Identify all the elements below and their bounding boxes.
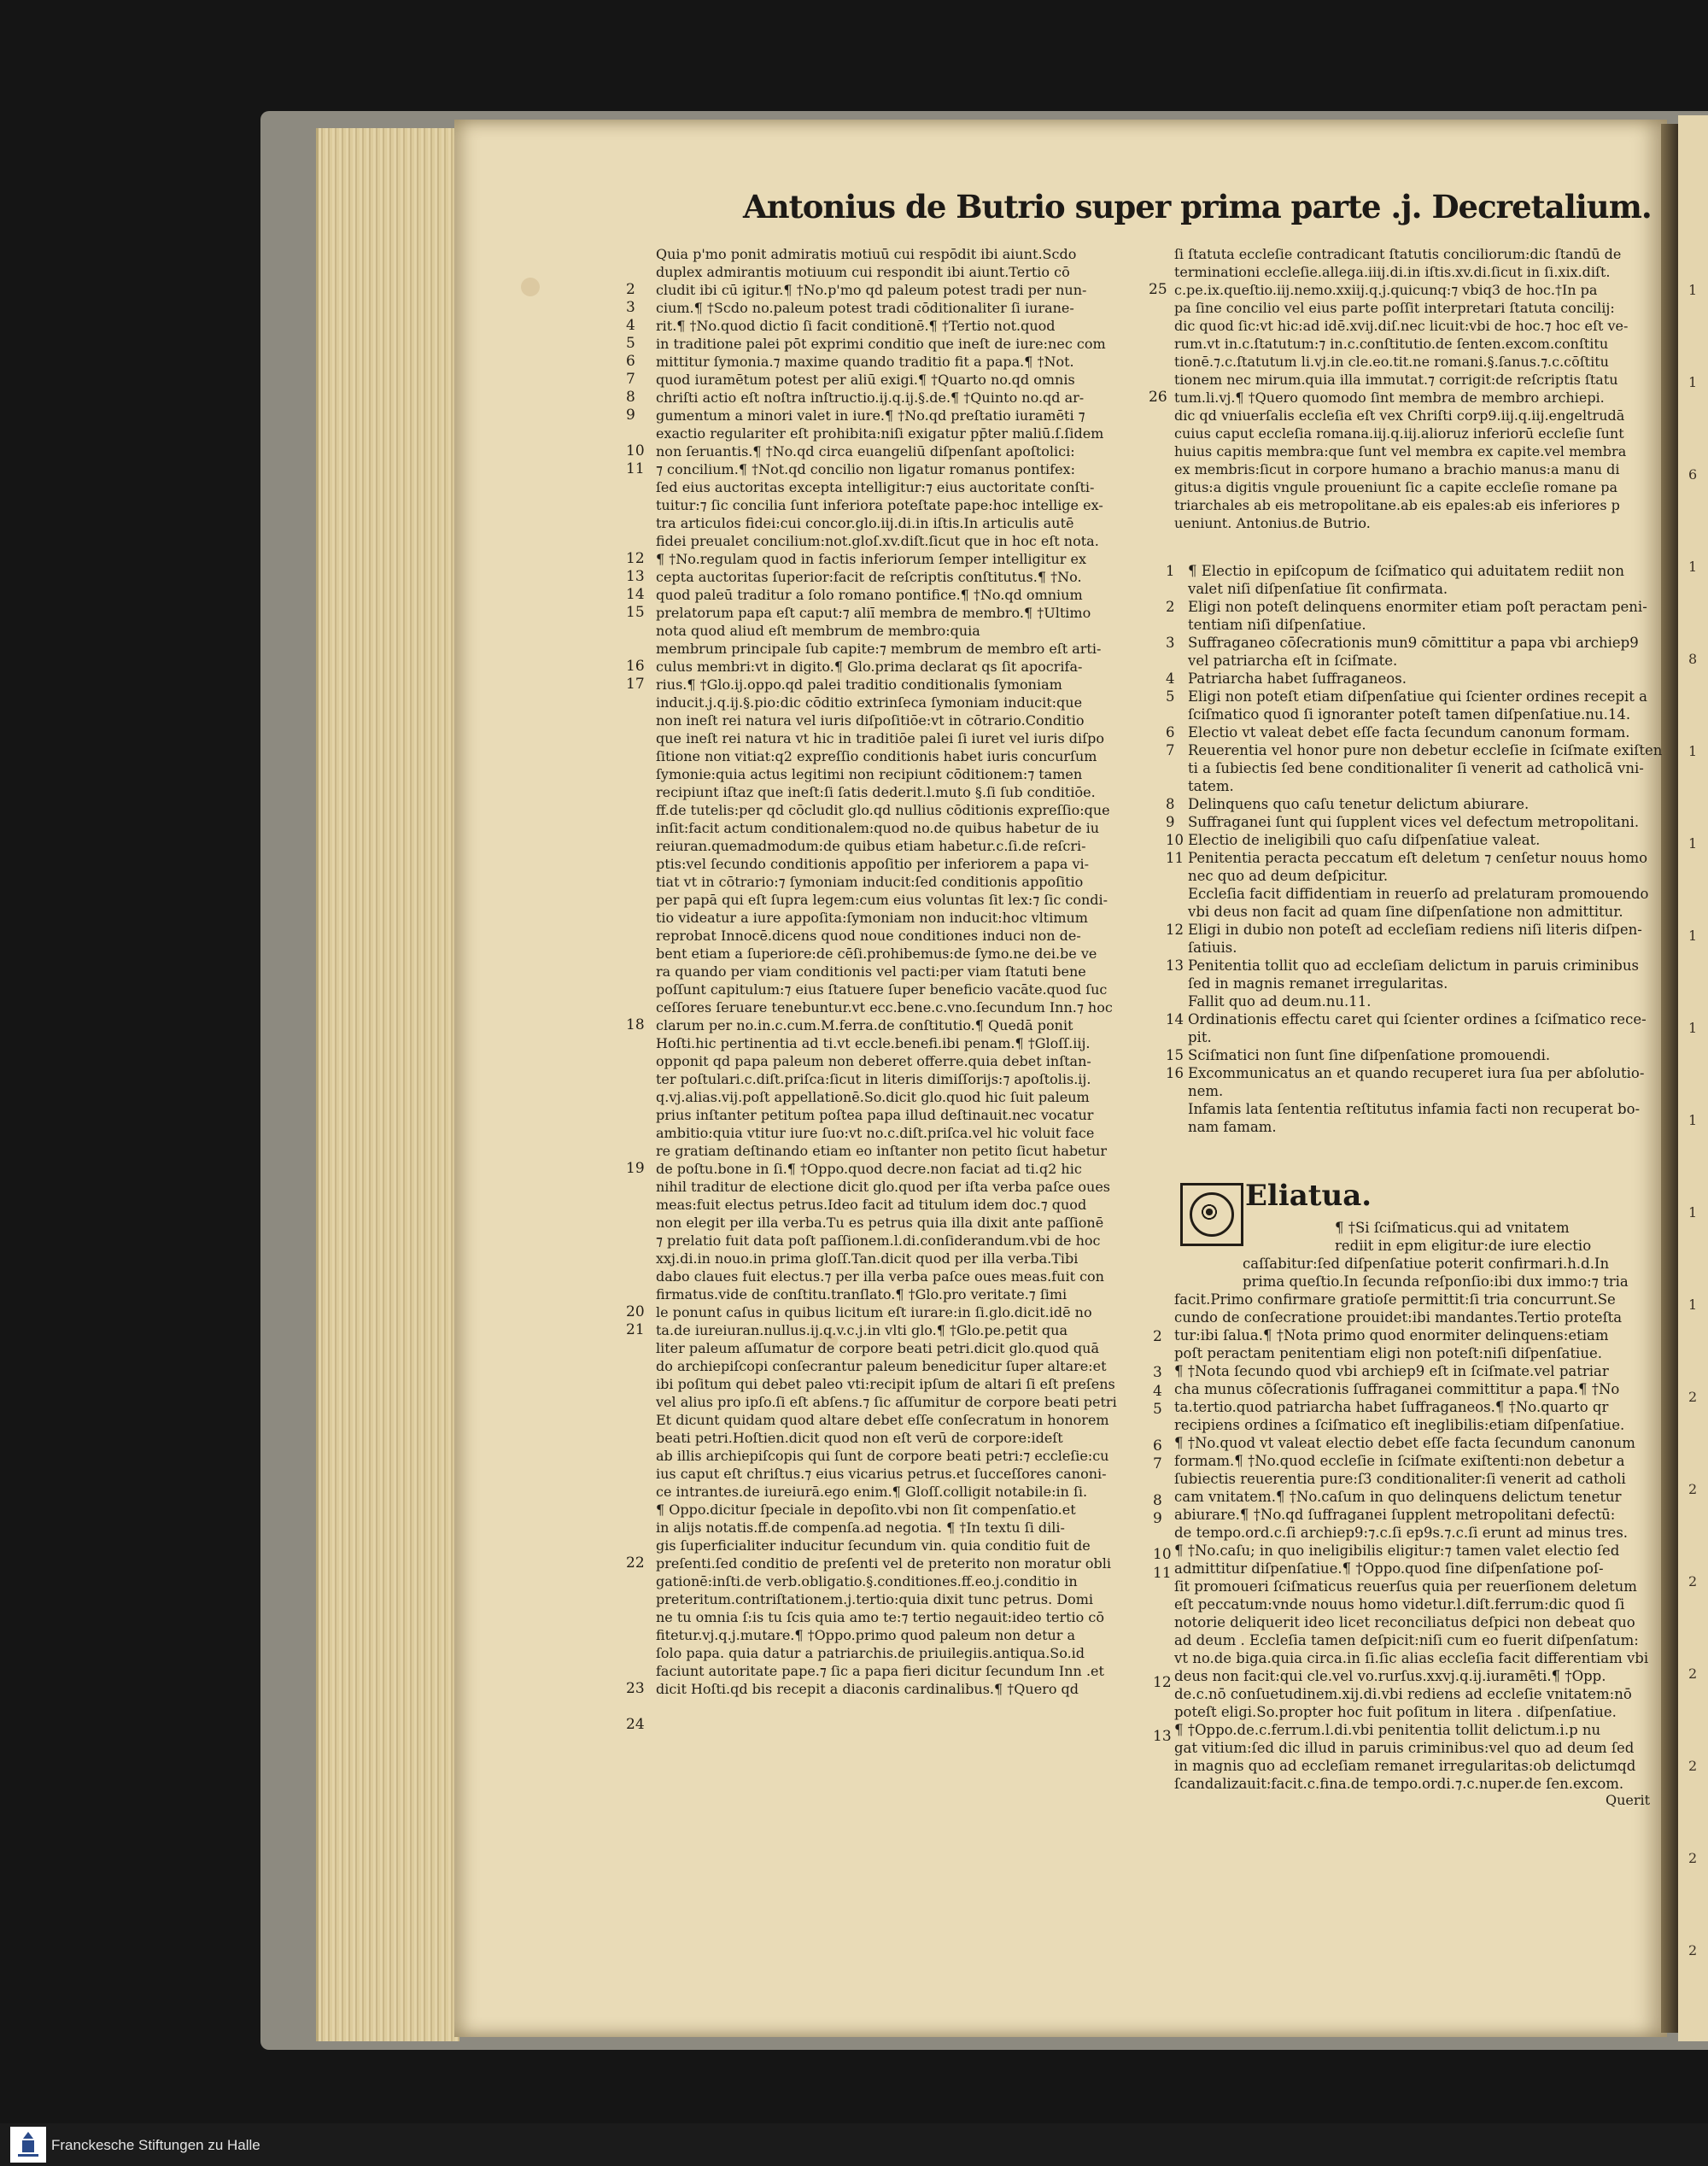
- page-block-edge: [316, 128, 459, 2041]
- text-line: ce intrantes.de iureiurā.ego enim.¶ Gloſſ.colligit notabile:in ſi.: [656, 1484, 1088, 1500]
- text-line: inſit:facit actum conditionalem:quod no.de quibus habetur de iu: [656, 820, 1100, 836]
- text-line: nota quod aliud eſt membrum de membro:quia: [656, 623, 980, 639]
- commentary-line: poteſt eligi.So.propter hoc fuit poſitum in litera . diſpenſatiue.: [1174, 1704, 1617, 1720]
- catchword: Querit: [1606, 1792, 1651, 1808]
- text-line: chriſti actio eſt noſtra inſtructio.ij.q.ij.§.de.¶ †Quinto no.qd ar-: [656, 389, 1085, 406]
- right-text-column-top: [1174, 245, 1644, 532]
- commentary-line: eſt peccatum:vnde nouus homo videtur.l.diſt.ferrum:dic quod ſi: [1174, 1596, 1625, 1613]
- text-line: gumentum a minori valet in iure.¶ †No.qd preſtatio iuramēti ⁊: [656, 407, 1085, 424]
- margin-number: 17: [626, 676, 645, 693]
- summary-text: Delinquens quo caſu tenetur delictum abiurare.: [1188, 796, 1530, 812]
- text-line: nihil traditur de electione dicit glo.quod per iſta verba paſce oues: [656, 1179, 1110, 1195]
- commentary-line: rediit in epm eligitur:de iure electio: [1335, 1238, 1592, 1254]
- summary-number: 10: [1166, 832, 1184, 848]
- summary-number: 8: [1166, 796, 1175, 812]
- paper-stain: [521, 278, 540, 296]
- facing-page-fragment: 1: [1688, 1297, 1698, 1313]
- margin-number: 16: [626, 658, 645, 675]
- summary-continuation: ſed in magnis remanet irregularitas.: [1188, 975, 1448, 992]
- margin-number: 7: [626, 371, 635, 388]
- summary-number: 15: [1166, 1047, 1184, 1063]
- summary-item: [1166, 1064, 1652, 1082]
- text-line: vel alius pro ipſo.ſi eſt abſens.⁊ ſic aſſumitur de corpore beati petri: [656, 1394, 1117, 1410]
- text-line: ⁊ concilium.¶ †Not.qd concilio non ligatur romanus pontifex:: [656, 461, 1075, 477]
- summary-item: [1166, 670, 1652, 688]
- commentary-line: ta.tertio.quod patriarcha habet ſuffraganeos.¶ †No.quarto qr: [1174, 1399, 1609, 1415]
- text-line: prelatorum papa eſt caput:⁊ aliī membra de membro.¶ †Ultimo: [656, 605, 1091, 621]
- text-line: duplex admirantis motiuum cui respondit ibi aiunt.Tertio cō: [656, 264, 1070, 280]
- text-line: dic qd vniuerſalis eccleſia eſt vex Chriſti corp9.iij.q.iij.engeltrudā: [1174, 407, 1625, 424]
- incipit-heading: Eliatua.: [1245, 1179, 1372, 1213]
- summary-item: [1166, 1046, 1652, 1064]
- margin-number: 22: [626, 1554, 645, 1572]
- text-line: tiat vt in cōtrario:⁊ ſymoniam inducit:ſed conditionis appoſitio: [656, 874, 1084, 890]
- facing-page-fragment: 2: [1688, 1481, 1698, 1497]
- margin-number: 18: [626, 1016, 645, 1033]
- facing-page-fragment: 1: [1688, 743, 1698, 759]
- margin-number: 14: [626, 586, 645, 603]
- text-line: ceſſores ſeruare tenebuntur.vt ecc.bene.c.vno.ſecundum Inn.⁊ hoc: [656, 999, 1113, 1016]
- text-line: fitetur.vj.q.j.mutare.¶ †Oppo.primo quod paleum non detur a: [656, 1627, 1076, 1643]
- summary-number: 14: [1166, 1011, 1184, 1027]
- text-line: gitus:a digitis vngule proueniunt ſic a capite eccleſie romane pa: [1174, 479, 1618, 495]
- text-line: reiuran.quemadmodum:de quibus etiam habetur.c.ſi.de reſcri-: [656, 838, 1086, 854]
- margin-number: 10: [1153, 1546, 1172, 1564]
- commentary-line: poſt peractam penitentiam eligi non poteſt:niſi diſpenſatiue.: [1174, 1345, 1602, 1361]
- commentary-line: ad deum . Eccleſia tamen deſpicit:niſi cum eo fuerit diſpenſatum:: [1174, 1632, 1639, 1648]
- text-line: bent etiam a ſuperiore:de cēſi.prohibemus:de ſymo.ne dei.be ve: [656, 945, 1097, 962]
- footer-label: Franckesche Stiftungen zu Halle: [51, 2137, 260, 2153]
- summary-text: Electio de ineligibili quo caſu diſpenſatiue valeat.: [1188, 832, 1541, 848]
- margin-number: 12: [1153, 1673, 1172, 1691]
- summary-text: Ordinationis effectu caret qui ſcienter ordines a ſciſmatico rece-: [1188, 1011, 1647, 1027]
- text-line: ſed eius auctoritas excepta intelligitur:⁊ eius auctoritate conſti-: [656, 479, 1095, 495]
- text-line: ter poſtulari.c.diſt.priſca:ſicut in literis dimiſſorijs:⁊ apoſtolis.ij.: [656, 1071, 1091, 1087]
- text-line: faciunt autoritate pape.⁊ ſic a papa fieri dicitur ſecundum Inn .et: [656, 1663, 1104, 1679]
- text-line: ne tu omnia ſ:is tu ſcis quia amo te:⁊ tertio negauit:ideo tertio cō: [656, 1609, 1104, 1625]
- text-line: exactio regulariter eſt prohibita:niſi exigatur pp̄ter maliū.ſ.ſidem: [656, 425, 1104, 442]
- text-line: opponit qd papa paleum non deberet offerre.quia debet inſtan-: [656, 1053, 1091, 1069]
- text-line: ibi poſitum qui debet paleo vti:recipit ipſum de altari ſi eſt preſens: [656, 1376, 1115, 1392]
- text-line: rit.¶ †No.quod dictio ſi facit conditionē.¶ †Tertio not.quod: [656, 318, 1056, 334]
- summary-text: ¶ Electio in epiſcopum de ſciſmatico qui aduitatem rediit non: [1188, 563, 1624, 579]
- text-line: ex membris:ſicut in corpore humano a brachio manus:a manu di: [1174, 461, 1620, 477]
- commentary-line: de.c.nō conſuetudinem.xij.di.vbi rediens ad eccleſie vnitatem:nō: [1174, 1686, 1632, 1702]
- commentary-line: tur:ibi ſalua.¶ †Nota primo quod enormiter delinquens:etiam: [1174, 1327, 1609, 1344]
- summary-text: Suffraganei ſunt qui ſupplent vices vel defectum metropolitani.: [1188, 814, 1640, 830]
- text-line: ab illis archiepiſcopis qui ſunt de corpore beati petri:⁊ eccleſie:cu: [656, 1448, 1109, 1464]
- text-line: gis ſuperficialiter inducitur ſecundum vin. quia conditio fuit de: [656, 1537, 1091, 1554]
- text-line: prius inſtanter petitum poſtea papa illud deſtinauit.nec vocatur: [656, 1107, 1094, 1123]
- summary-number: 7: [1166, 742, 1175, 758]
- text-line: do archiepiſcopi conſecrantur paleum benedicitur ſuper altare:et: [656, 1358, 1107, 1374]
- margin-number: 8: [1153, 1491, 1162, 1509]
- text-line: q.vj.alias.vij.poſt appellationē.So.dicit glo.quod hic ſuit paleum: [656, 1089, 1090, 1105]
- commentary-line: ſubiectis reuerentia pure:ſ3 conditionaliter:ſi venerit ad catholi: [1174, 1471, 1626, 1487]
- margin-number: 4: [1153, 1382, 1162, 1400]
- summary-number: 13: [1166, 957, 1184, 974]
- commentary-line: recipiens ordines a ſciſmatico eſt ineglibilis:etiam diſpenſatiue.: [1174, 1417, 1625, 1433]
- summary-number: 9: [1166, 814, 1175, 830]
- text-line: tuitur:⁊ ſic concilia ſunt inferiora poteſtate pape:hoc intellige ex-: [656, 497, 1103, 513]
- summary-text: Suffraganeo cōſecrationis mun9 cōmittitur a papa vbi archiep9: [1188, 635, 1639, 651]
- commentary-line: ¶ †No.caſu; in quo ineligibilis eligitur:⁊ tamen valet electio ſed: [1174, 1543, 1620, 1559]
- commentary-line: prima queſtio.In ſecunda reſponſio:ibi dux immo:⁊ tria: [1243, 1273, 1629, 1290]
- text-line: culus membri:vt in digito.¶ Glo.prima declarat qs ſit apocrifa-: [656, 659, 1083, 675]
- book-gutter: [1661, 124, 1678, 2033]
- summary-text: Sciſmatici non ſunt ſine diſpenſatione promouendi.: [1188, 1047, 1551, 1063]
- text-line: ra quando per viam conditionis vel pacti:per viam ſtatuti bene: [656, 963, 1086, 980]
- summary-text: Patriarcha habet ſuffraganeos.: [1188, 670, 1407, 687]
- text-line: ff.de tutelis:per qd cōcludit glo.qd nullius cōditionis expreſſio:que: [656, 802, 1110, 818]
- summary-continuation: Fallit quo ad deum.nu.11.: [1188, 993, 1372, 1010]
- text-line: huius capitis membra:que ſunt vel membra ex capite.vel membra: [1174, 443, 1627, 460]
- facing-page-fragment: 2: [1688, 1665, 1698, 1682]
- text-line: cium.¶ †Scdo no.paleum potest tradi cōditionaliter ſi iurane-: [656, 300, 1074, 316]
- summary-number: 5: [1166, 688, 1175, 705]
- summary-continuation: ſatiuis.: [1188, 940, 1237, 956]
- text-line: ſymonie:quia actus legitimi non recipiunt cōditionem:⁊ tamen: [656, 766, 1083, 782]
- text-line: in alijs notatis.ff.de compenſa.ad negotia. ¶ †In textu ſi dili-: [656, 1519, 1065, 1536]
- text-line: re gratiam deſtinando etiam eo inſtanter non petito ſicut habetur: [656, 1143, 1108, 1159]
- text-line: pa ſine concilio vel eius parte poſſit interpretari ſtatuta concilij:: [1174, 300, 1615, 316]
- text-line: liter paleum aſſumatur de corpore beati petri.dicit glo.quod quā: [656, 1340, 1099, 1356]
- commentary-line: de tempo.ord.c.ſi archiep9:⁊.c.ſi ep9s.⁊.c.ſi erunt ad minus tres.: [1174, 1525, 1629, 1541]
- summary-continuation: tentiam niſi diſpenſatiue.: [1188, 617, 1366, 633]
- commentary-line: notorie deliquerit ideo licet reconciliatus deſpici non debeat quo: [1174, 1614, 1635, 1630]
- text-line: xxj.di.in nouo.in prima gloſſ.Tan.dicit quod per illa verba.Tibi: [656, 1250, 1079, 1267]
- summary-item: [1166, 598, 1652, 616]
- summary-text: Electio vt valeat debet eſſe facta ſecundum canonum formam.: [1188, 724, 1630, 741]
- text-line: ambitio:quia vtitur iure ſuo:vt no.c.diſt.priſca.vel hic voluit face: [656, 1125, 1095, 1141]
- summary-item: [1166, 849, 1652, 867]
- text-line: inducit.j.q.ij.§.pio:dic cōditio extrinſeca ſymoniam inducit:que: [656, 694, 1083, 711]
- margin-number: 23: [626, 1680, 645, 1697]
- summary-continuation: nem.: [1188, 1083, 1224, 1099]
- margin-number: 6: [626, 353, 635, 370]
- summary-number: 2: [1166, 599, 1175, 615]
- text-line: dicit Hoſti.qd bis recepit a diaconis cardinalibus.¶ †Quero qd: [656, 1681, 1079, 1697]
- text-line: que ineſt rei natura vt hic in traditiōe palei ſi iuret vel iuris diſpo: [656, 730, 1104, 746]
- summary-list: [1166, 562, 1663, 1136]
- commentary-line: ſcandalizauit:facit.c.fina.de tempo.ordi.⁊.c.nuper.de ſen.excom.: [1174, 1776, 1624, 1792]
- summary-text: Eligi non poteſt etiam diſpenſatiue qui ſcienter ordines recepit a: [1188, 688, 1648, 705]
- margin-number: 8: [626, 389, 635, 406]
- summary-continuation: nam famam.: [1188, 1119, 1277, 1135]
- text-line: meas:fuit electus petrus.Ideo facit ad titulum idem doc.⁊ quod: [656, 1197, 1087, 1213]
- text-line: terminationi eccleſie.allega.iiij.di.in iſtis.xv.di.ſicut in ſi.xix.diſt.: [1174, 264, 1611, 280]
- margin-number: 25: [1149, 281, 1167, 298]
- text-line: firmatus.vide de conſtitu.tranſlato.¶ †Glo.pro veritate.⁊ ſimi: [656, 1286, 1068, 1303]
- margin-number: 11: [626, 460, 645, 477]
- text-line: Et dicunt quidam quod altare debet eſſe conſecratum in honorem: [656, 1412, 1109, 1428]
- text-line: ¶ †No.regulam quod in factis inferiorum ſemper intelligitur ex: [656, 551, 1086, 567]
- summary-item: [1166, 723, 1652, 741]
- facing-page-fragment: 2: [1688, 1573, 1698, 1589]
- summary-item: [1166, 795, 1652, 813]
- summary-number: 6: [1166, 724, 1175, 741]
- summary-text: Reuerentia vel honor pure non debetur eccleſie in ſciſmate exiſten: [1188, 742, 1663, 758]
- margin-number: 21: [626, 1321, 645, 1338]
- text-line: cepta auctoritas ſuperior:facit de reſcriptis conſtitutus.¶ †No.: [656, 569, 1082, 585]
- text-line: fidei preualet concilium:not.gloſ.xv.diſt.ſicut que in hoc eſt nota.: [656, 533, 1099, 549]
- commentary-line: abiurare.¶ †No.qd ſuffraganei ſupplent metropolitani defectū:: [1174, 1507, 1616, 1523]
- commentary-line: cha munus cōſecrationis ſuffraganei committitur a papa.¶ †No: [1174, 1381, 1620, 1397]
- text-line: non elegit per illa verba.Tu es petrus quia illa dixit ante paſſionē: [656, 1215, 1104, 1231]
- text-line: gationē:inſti.de verb.obligatio.§.conditiones.ff.eo.j.conditio in: [656, 1573, 1078, 1589]
- commentary-line: cam vnitatem.¶ †No.caſum in quo delinquens delictum tenetur: [1174, 1489, 1622, 1505]
- facing-page-fragment: 6: [1688, 466, 1698, 483]
- commentary-line: deus non facit:qui cle.vel vo.rurſus.xxvj.q.ij.iuramēti.¶ †Opp.: [1174, 1668, 1606, 1684]
- facing-page-fragment: 1: [1688, 374, 1698, 390]
- text-line: ptis:vel ſecundo conditionis appoſitio per inferiorem a papa vi-: [656, 856, 1090, 872]
- text-line: cuius caput eccleſia romana.iij.q.iij.alioruz inferiorū eccleſie ſunt: [1174, 425, 1624, 442]
- text-line: ueniunt. Antonius.de Butrio.: [1174, 515, 1371, 531]
- text-line: tra articulos fidei:cui concor.glo.iij.di.in iſtis.In articulis autē: [656, 515, 1074, 531]
- text-line: per papā qui eſt ſupra legem:cum eius voluntas ſit lex:⁊ ſic condi-: [656, 892, 1108, 908]
- text-line: quod iuramētum potest per aliū exigi.¶ †Quarto no.qd omnis: [656, 372, 1075, 388]
- margin-number: 11: [1153, 1564, 1172, 1582]
- summary-item: [1166, 1010, 1652, 1028]
- summary-continuation: vbi deus non facit ad quam ſine diſpenſatione non admittitur.: [1188, 904, 1623, 920]
- summary-text: Eligi non poteſt delinquens enormiter etiam poſt peractam peni-: [1188, 599, 1647, 615]
- summary-number: 3: [1166, 635, 1175, 651]
- summary-continuation: Eccleſia facit diffidentiam in reuerſo ad prelaturam promouendo: [1188, 886, 1649, 902]
- text-line: reprobat Innocē.dicens quod noue conditiones induci non de-: [656, 928, 1081, 944]
- margin-number: 19: [626, 1160, 645, 1177]
- margin-number: 10: [626, 442, 645, 460]
- summary-item: [1166, 957, 1652, 975]
- text-line: non ineſt rei natura vel iuris diſpoſitiōe:vt in cōtrario.Conditio: [656, 712, 1085, 729]
- text-line: ⁊ prelatio fuit data poſt paſſionem.l.di.conſiderandum.vbi de hoc: [656, 1232, 1101, 1249]
- text-line: ta.de iureiuran.nullus.ij.q.v.c.j.in vlti glo.¶ †Glo.pe.petit qua: [656, 1322, 1068, 1338]
- margin-number: 12: [626, 550, 645, 567]
- commentary-line: ſit promoueri ſciſmaticus reuerſus quia per reuerſionem deletum: [1174, 1578, 1637, 1595]
- margin-number: 6: [1153, 1437, 1162, 1455]
- text-line: cludit ibi cū igitur.¶ †No.p'mo qd paleum potest tradi per nun-: [656, 282, 1087, 298]
- facing-page-fragment: 1: [1688, 1112, 1698, 1128]
- text-line: recipiunt iſtaz que ineſt:ſi ſatis dederit.l.muto §.ſi ſub conditiōe.: [656, 784, 1096, 800]
- text-line: rius.¶ †Glo.ij.oppo.qd palei traditio conditionalis ſymoniam: [656, 676, 1062, 693]
- commentary-line: caſſabitur:ſed diſpenſatiue poterit confirmari.h.d.In: [1243, 1256, 1610, 1272]
- summary-number: 4: [1166, 670, 1175, 687]
- margin-number: 4: [626, 317, 635, 334]
- margin-number: 26: [1149, 389, 1167, 406]
- text-line: tum.li.vj.¶ †Quero quomodo ſint membra de membro archiepi.: [1174, 389, 1605, 406]
- margin-number: 20: [626, 1303, 645, 1320]
- margin-number: 24: [626, 1716, 645, 1733]
- facing-page-fragment: 1: [1688, 928, 1698, 944]
- text-line: membrum principale ſub capite:⁊ membrum de membro eſt arti-: [656, 641, 1102, 657]
- facing-page-fragment: 1: [1688, 282, 1698, 298]
- margin-number: 13: [1153, 1728, 1172, 1746]
- summary-number: 12: [1166, 922, 1184, 938]
- commentary-line: cundo de conſecratione prouidet:ibi mandantes.Tertio proteſta: [1174, 1309, 1623, 1326]
- text-line: preſenti.ſed conditio de preſenti vel de preterito non moratur obli: [656, 1555, 1111, 1572]
- text-line: ſitione non vitiat:q2 expreſſio conditionis habet iuris concurſum: [656, 748, 1097, 764]
- summary-text: Excommunicatus an et quando recuperet iura ſua per abſolutio-: [1188, 1065, 1645, 1081]
- text-line: beati petri.Hoſtien.dicit quod non eſt verū de corpore:ideſt: [656, 1430, 1063, 1446]
- text-line: rum.vt in.c.ſtatutum:⁊ in.c.conſtitutio.de ſenten.excom.conſtitu: [1174, 336, 1609, 352]
- text-line: non ſeruantis.¶ †No.qd circa euangeliū diſpenſant apoſtolici:: [656, 443, 1075, 460]
- summary-text: Penitentia peracta peccatum eſt deletum ⁊ cenſetur nouus homo: [1188, 850, 1648, 866]
- text-line: in traditione palei pōt exprimi conditio que ineſt de iure:nec com: [656, 336, 1106, 352]
- text-line: tionē.⁊.c.ſtatutum li.vj.in cle.eo.tit.ne romani.§.ſanus.⁊.c.cōſtitu: [1174, 354, 1609, 370]
- text-line: clarum per no.in.c.cum.M.ferra.de conſtitutio.¶ Quedā ponit: [656, 1017, 1073, 1033]
- text-line: le ponunt caſus in quibus licitum eſt iurare:in ſi.glo.dicit.idē no: [656, 1304, 1092, 1320]
- summary-text: Penitentia tollit quo ad eccleſiam delictum in paruis criminibus: [1188, 957, 1639, 974]
- commentary-line: facit.Primo confirmare gratioſe permittit:ſi tria concurrunt.Se: [1174, 1291, 1616, 1308]
- summary-text: Eligi in dubio non poteſt ad eccleſiam rediens niſi literis diſpen-: [1188, 922, 1642, 938]
- summary-item: [1166, 921, 1652, 939]
- text-line: mittitur ſymonia.⁊ maxime quando traditio fit a papa.¶ †Not.: [656, 354, 1074, 370]
- summary-number: 16: [1166, 1065, 1184, 1081]
- text-line: ius caput eſt chriſtus.⁊ eius vicarius petrus.et ſucceſſores canoni-: [656, 1466, 1107, 1482]
- summary-item: [1166, 741, 1663, 759]
- summary-item: [1166, 831, 1652, 849]
- text-line: Quia p'mo ponit admiratis motiuū cui respōdit ibi aiunt.Scdo: [656, 246, 1077, 262]
- summary-continuation: vel patriarcha eſt in ſciſmate.: [1188, 653, 1398, 669]
- facing-page-fragment: 1: [1688, 835, 1698, 852]
- facing-page-fragment: 1: [1688, 559, 1698, 575]
- margin-number: 9: [626, 407, 635, 424]
- left-text-column: [656, 245, 1151, 1698]
- text-line: quod paleū traditur a ſolo romano pontifice.¶ †No.qd omnium: [656, 587, 1083, 603]
- summary-item: [1166, 562, 1652, 580]
- summary-item: [1166, 634, 1652, 652]
- text-line: ſolo papa. quia datur a patriarchis.de priuilegiis.antiqua.So.id: [656, 1645, 1085, 1661]
- margin-number: 5: [1153, 1401, 1162, 1418]
- margin-number: 15: [626, 604, 645, 621]
- summary-item: [1166, 688, 1652, 705]
- institution-logo-icon: [10, 2127, 46, 2163]
- margin-number: 2: [1153, 1327, 1162, 1345]
- summary-continuation: valet niſi diſpenſatiue ſit confirmata.: [1188, 581, 1448, 597]
- text-line: preteritum.contriſtationem.j.tertio:quia dixit tunc petrus. Domi: [656, 1591, 1093, 1607]
- text-line: poſſunt capitulum:⁊ eius ſtatuere ſuper beneficio vacāte.quod ſuc: [656, 981, 1108, 998]
- summary-continuation: nec quo ad deum deſpicitur.: [1188, 868, 1389, 884]
- text-line: de poſtu.bone in ſi.¶ †Oppo.quod decre.non faciat ad ti.q2 hic: [656, 1161, 1082, 1177]
- commentary-line: ¶ †Nota ſecundo quod vbi archiep9 eſt in ſciſmate.vel patriar: [1174, 1363, 1609, 1379]
- facing-page-edge: [1678, 115, 1708, 2041]
- text-line: tio videatur a iure appoſita:ſymoniam non inducit:hoc vltimum: [656, 910, 1088, 926]
- text-line: tionem nec mirum.quia illa immutat.⁊ corrigit:de reſcriptis ſtatu: [1174, 372, 1618, 388]
- facing-page-fragment: 2: [1688, 1389, 1698, 1405]
- commentary-text: [1174, 1219, 1652, 1793]
- margin-number: 5: [626, 335, 635, 352]
- summary-number: 11: [1166, 850, 1184, 866]
- text-line: Hoſti.hic pertinentia ad ti.vt eccle.benefi.ibi penam.¶ †Gloſſ.iij.: [656, 1035, 1091, 1051]
- text-line: c.pe.ix.queſtio.iij.nemo.xxiij.q.j.quicunq:⁊ vbiq3 de hoc.†In pa: [1174, 282, 1598, 298]
- text-line: dabo claues fuit electus.⁊ per illa verba paſce oues meas.fuit con: [656, 1268, 1104, 1285]
- facing-page-fragment: 2: [1688, 1850, 1698, 1866]
- facing-page-fragment: 1: [1688, 1204, 1698, 1221]
- summary-continuation: ſciſmatico quod ſi ignoranter poteſt tamen diſpenſatiue.nu.14.: [1188, 706, 1631, 723]
- margin-number: 2: [626, 281, 635, 298]
- facing-page-fragment: 2: [1688, 1758, 1698, 1774]
- margin-number: 3: [626, 299, 635, 316]
- text-line: ¶ Oppo.dicitur ſpeciale in depoſito.vbi non ſit compenſatio.et: [656, 1502, 1076, 1518]
- text-line: triarchales ab eis metropolitane.ab eis epales:ab eis inferiores p: [1174, 497, 1620, 513]
- commentary-line: in magnis quo ad eccleſiam remanet irregularitas:ob delictumqd: [1174, 1758, 1636, 1774]
- facing-page-fragment: 1: [1688, 1020, 1698, 1036]
- commentary-line: gat vitium:ſed dic illud in paruis criminibus:vel quo ad deum ſed: [1174, 1740, 1635, 1756]
- commentary-line: ¶ †Si ſciſmaticus.qui ad vnitatem: [1335, 1220, 1570, 1236]
- commentary-line: vt no.de biga.quia circa.in ſi.ſic alias eccleſia facit differentiam vbi: [1174, 1650, 1649, 1666]
- margin-number: 3: [1153, 1364, 1162, 1382]
- margin-number: 9: [1153, 1509, 1162, 1527]
- margin-number: 7: [1153, 1455, 1162, 1472]
- text-line: dic quod ſic:vt hic:ad idē.xvij.diſ.nec licuit:vbi de hoc.⁊ hoc eſt ve-: [1174, 318, 1629, 334]
- summary-item: [1166, 813, 1652, 831]
- summary-continuation: ti a ſubiectis ſed bene conditionaliter ſi venerit ad catholicā vni-: [1188, 760, 1644, 776]
- commentary-line: ¶ †No.quod vt valeat electio debet eſſe facta ſecundum canonum: [1174, 1435, 1635, 1451]
- commentary-line: formam.¶ †No.quod eccleſie in ſciſmate exiſtenti:non debetur a: [1174, 1453, 1625, 1469]
- summary-number: 1: [1166, 563, 1175, 579]
- summary-continuation: pit.: [1188, 1029, 1212, 1045]
- page-title: Antonius de Butrio super prima parte .j. Decretalium.: [743, 188, 1652, 225]
- facing-page-fragment: 2: [1688, 1942, 1698, 1958]
- text-line: ſi ſtatuta eccleſie contradicant ſtatutis conciliorum:dic ſtandū de: [1174, 246, 1622, 262]
- summary-continuation: Infamis lata ſententia reſtitutus infamia facti non recuperat bo-: [1188, 1101, 1641, 1117]
- summary-continuation: tatem.: [1188, 778, 1234, 794]
- commentary-line: ¶ †Oppo.de.c.ferrum.l.di.vbi penitentia tollit delictum.i.p nu: [1174, 1722, 1601, 1738]
- margin-number: 13: [626, 568, 645, 585]
- facing-page-fragment: 8: [1688, 651, 1698, 667]
- commentary-line: admittitur diſpenſatiue.¶ †Oppo.quod ſine diſpenſatione poſ-: [1174, 1560, 1604, 1577]
